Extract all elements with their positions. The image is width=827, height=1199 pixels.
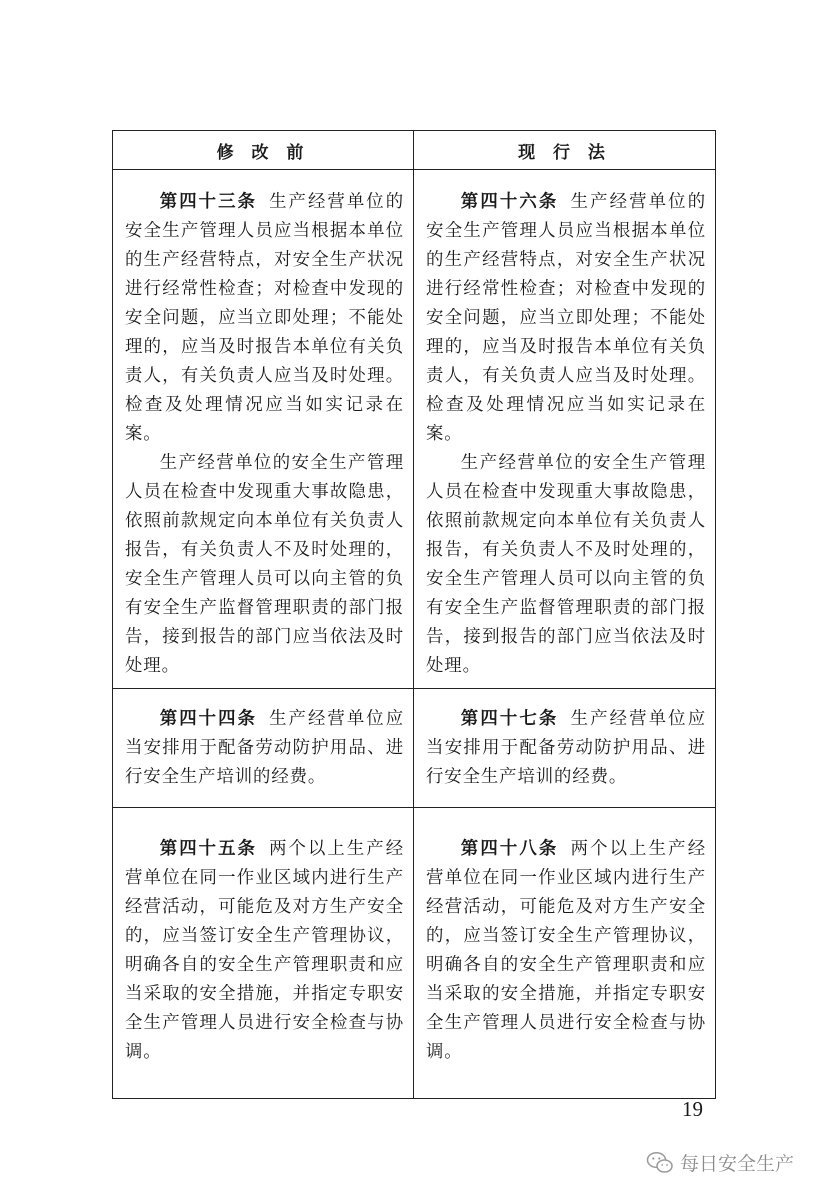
paragraph [426,188,706,449]
article-number: 第四十七条 [460,709,559,729]
article-number: 第四十三条 [159,192,257,212]
article-text: 两个以上生产经营单位在同一作业区域内进行生产经营活动，可能危及对方生产安全的，应当签订安全生产管理协议，明确各自的安全生产管理职责和应当采取的安全措施，并指定专职安全生产管理人员进行安全检查与协调。 [125,839,404,1062]
article-number: 第四十六条 [460,192,559,212]
article-number: 第四十五条 [159,839,257,859]
paragraph [426,835,706,1067]
article-text: 生产经营单位应当安排用于配备劳动防护用品、进行安全生产培训的经费。 [426,709,706,787]
header-current-law: 现 行 法 [414,131,716,170]
article-number: 第四十八条 [460,839,559,859]
watermark [646,1149,794,1176]
cell-current [414,170,716,689]
article-text: 两个以上生产经营单位在同一作业区域内进行生产经营活动，可能危及对方生产安全的，应当签订安全生产管理协议，明确各自的安全生产管理职责和应当采取的安全措施，并指定专职安全生产管理人员进行安全检查与协调。 [426,839,706,1062]
header-before-revision: 修 改 前 [113,131,414,170]
watermark-text: 每日安全生产 [680,1153,795,1175]
article-text: 生产经营单位的安全生产管理人员应当根据本单位的生产经营特点，对安全生产状况进行经常性检查；对检查中发现的安全问题，应当立即处理；不能处理的，应当及时报告本单位有关负责人，有关负责人应当及时处理。检查及处理情况应当如实记录在案。 [125,192,404,444]
comparison-table [112,130,716,1099]
table-header-row [113,131,716,170]
paragraph: 生产经营单位的安全生产管理人员在检查中发现重大事故隐患，依照前款规定向本单位有关负责人报告，有关负责人不及时处理的，安全生产管理人员可以向主管的负有安全生产监督管理职责的部门报告，接到报告的部门应当依法及时处理。 [426,453,706,676]
page-number: 19 [682,1097,703,1121]
article-text: 生产经营单位应当安排用于配备劳动防护用品、进行安全生产培训的经费。 [125,709,404,787]
cell-current [414,808,716,1099]
cell-current [414,689,716,808]
cell-before [113,689,414,808]
paragraph [125,188,404,449]
table-row [113,170,716,689]
paragraph [125,835,404,1067]
table-row [113,689,716,808]
paragraph [125,705,404,792]
cell-before [113,170,414,689]
cell-before [113,808,414,1099]
article-text: 生产经营单位的安全生产管理人员应当根据本单位的生产经营特点，对安全生产状况进行经常性检查；对检查中发现的安全问题，应当立即处理；不能处理的，应当及时报告本单位有关负责人，有关负责人应当及时处理。检查及处理情况应当如实记录在案。 [426,192,706,444]
wechat-icon [646,1151,674,1175]
paragraph [426,705,706,792]
paragraph: 生产经营单位的安全生产管理人员在检查中发现重大事故隐患，依照前款规定向本单位有关负责人报告，有关负责人不及时处理的，安全生产管理人员可以向主管的负有安全生产监督管理职责的部门报告，接到报告的部门应当依法及时处理。 [125,453,404,676]
article-number: 第四十四条 [159,709,257,729]
table-row [113,808,716,1099]
